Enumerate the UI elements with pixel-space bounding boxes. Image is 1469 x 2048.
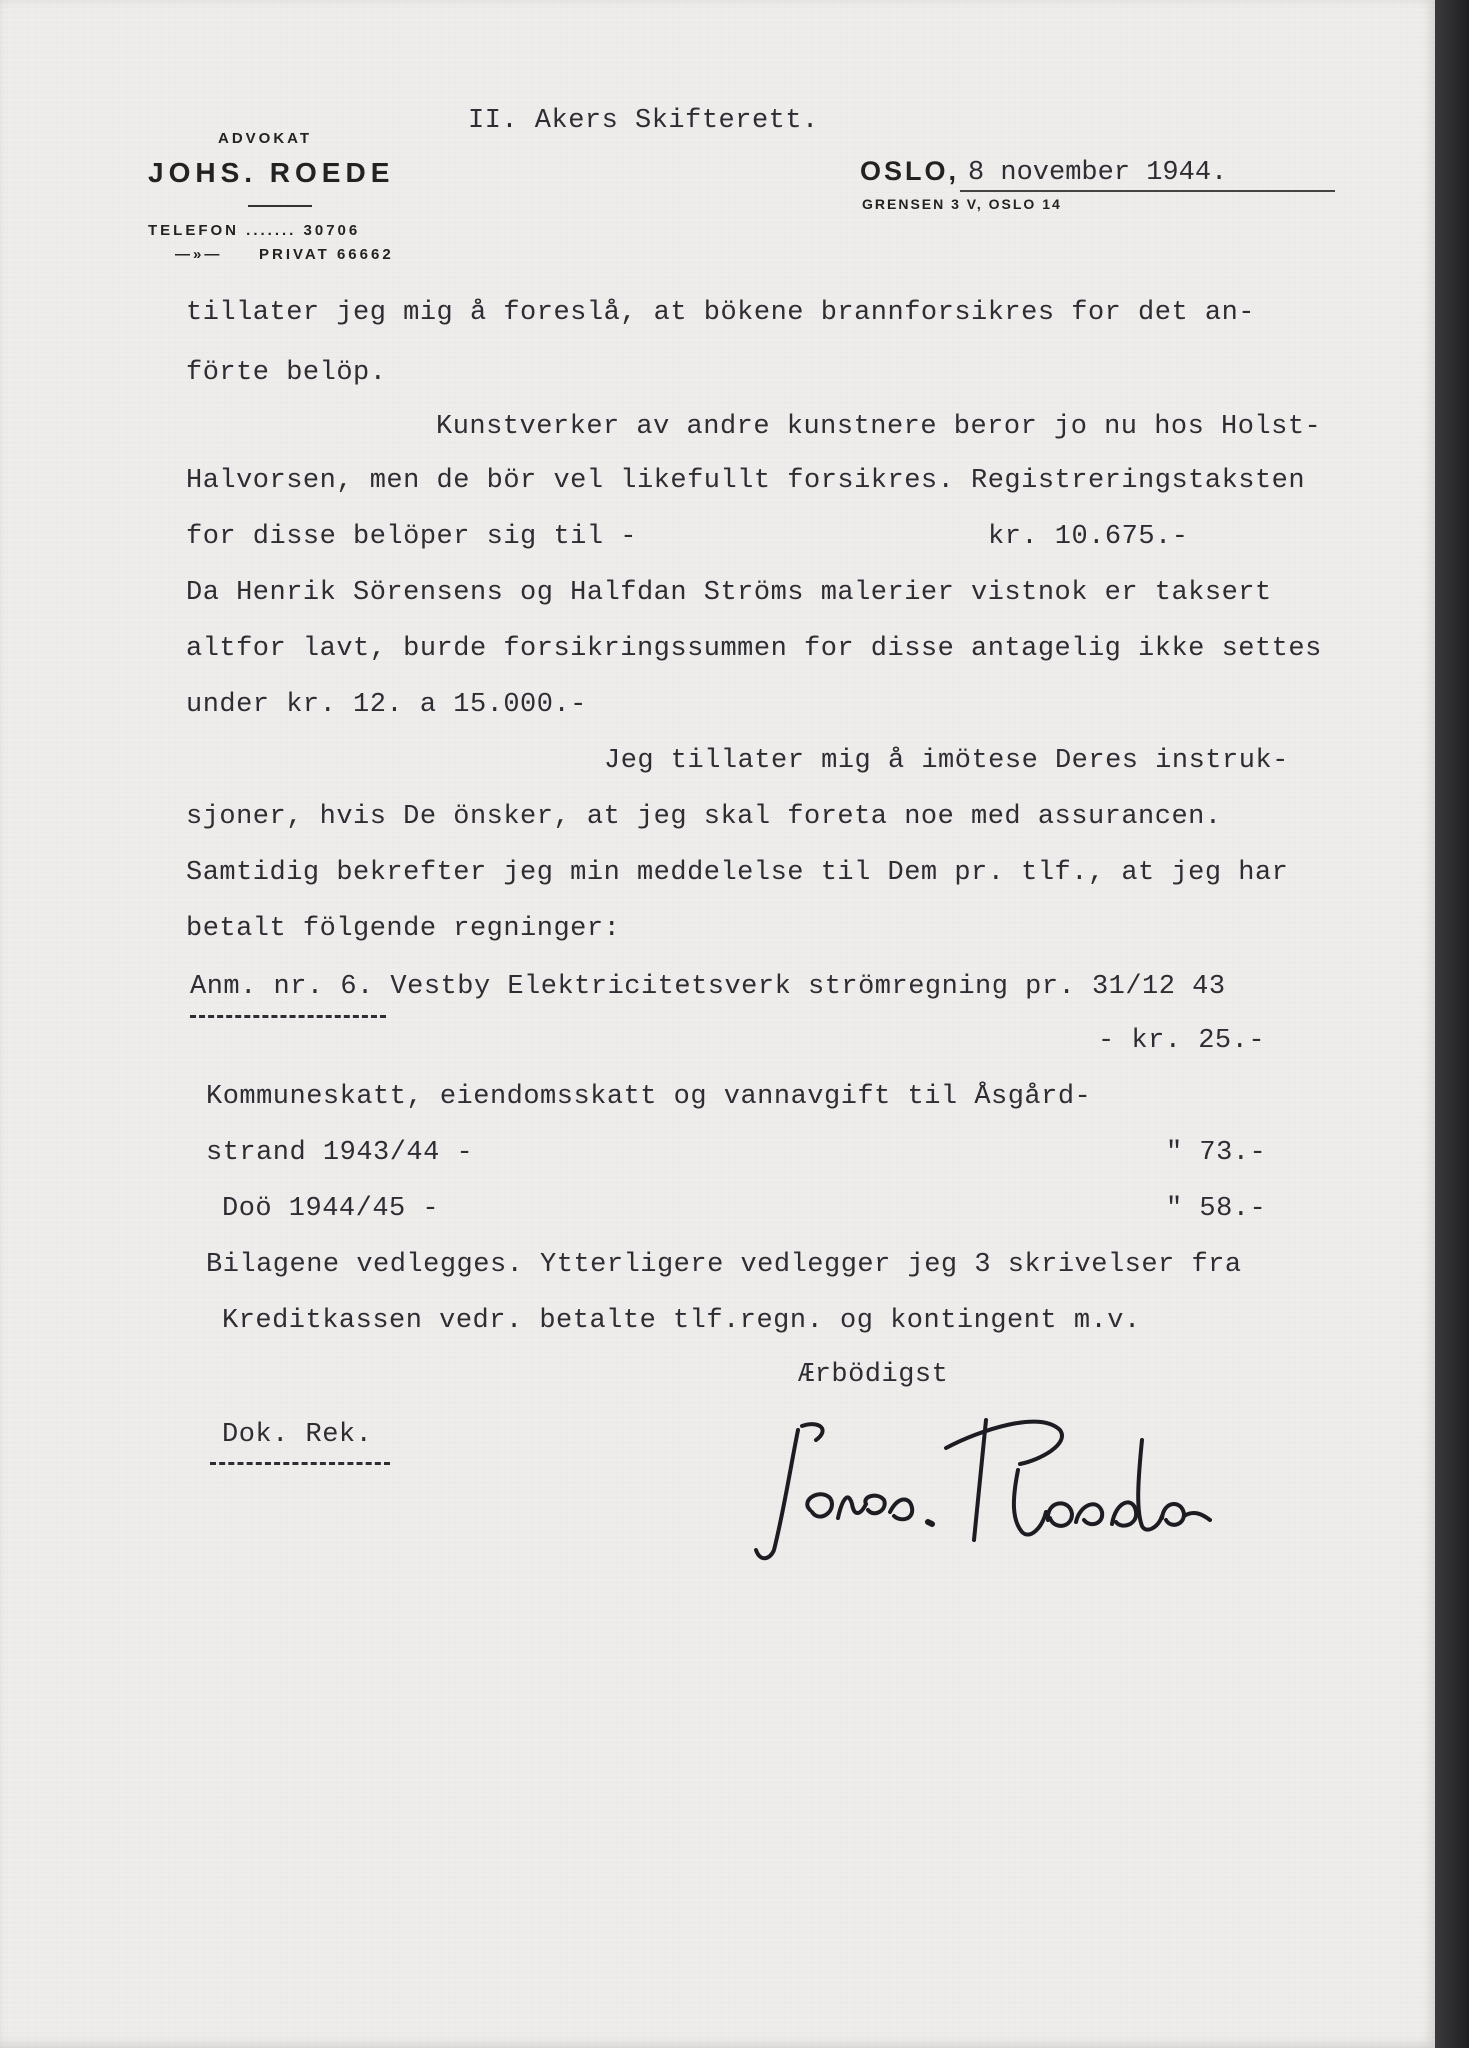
closing-line: Bilagene vedlegges. Ytterligere vedlegger jeg 3 skrivelser fra xyxy=(206,1250,1242,1280)
bill-anm-line: Anm. nr. 6. Vestby Elektricitetsverk strömregning pr. 31/12 43 xyxy=(190,972,1226,1002)
bill-doo-amount: " 58.- xyxy=(1166,1194,1267,1224)
letterhead-name: JOHS. ROEDE xyxy=(148,157,395,188)
body-line: sjoner, hvis De önsker, at jeg skal foreta noe med assurancen. xyxy=(186,802,1222,832)
body-line: Jeg tillater mig å imötese Deres instruk- xyxy=(604,746,1289,776)
body-line: betalt fölgende regninger: xyxy=(186,914,621,944)
body-line: Halvorsen, men de bör vel likefullt forsikres. Registreringstaksten xyxy=(186,466,1306,496)
letterhead-address: GRENSEN 3 V, OSLO 14 xyxy=(862,196,1062,212)
letterhead-rule xyxy=(248,205,312,207)
body-line: Da Henrik Sörensens og Halfdan Ströms malerier vistnok er taksert xyxy=(186,578,1272,608)
body-line: tillater jeg mig å foreslå, at bökene brannforsikres for det an- xyxy=(186,298,1255,328)
bill-kommune-amount: " 73.- xyxy=(1166,1138,1267,1168)
letterhead-phone: TELEFON ....... 30706 xyxy=(148,222,361,239)
insurance-amount: kr. 10.675.- xyxy=(988,522,1189,552)
binding-edge xyxy=(1435,0,1469,2048)
bill-doo-line: Doö 1944/45 - xyxy=(222,1194,440,1224)
letterhead-private: PRIVAT 66662 xyxy=(259,246,394,263)
bill-kommune-line: Kommuneskatt, eiendomsskatt og vannavgift til Åsgård- xyxy=(206,1082,1092,1112)
letterhead-title: ADVOKAT xyxy=(218,130,313,147)
date-rule xyxy=(960,190,1335,192)
body-line: under kr. 12. a 15.000.- xyxy=(186,690,587,720)
body-line: altfor lavt, burde forsikringssummen for disse antagelig ikke settes xyxy=(186,634,1322,664)
bill-anm-amount: - kr. 25.- xyxy=(1098,1026,1266,1056)
body-line: Samtidig bekrefter jeg min meddelelse til Dem pr. tlf., at jeg har xyxy=(186,858,1289,888)
signature xyxy=(750,1400,1290,1580)
body-line: Kunstverker av andre kunstnere beror jo nu hos Holst- xyxy=(436,412,1322,442)
doc-ref: Dok. Rek. xyxy=(222,1420,373,1450)
recipient-line: II. Akers Skifterett. xyxy=(468,106,819,136)
letterhead-private-prefix: —»— xyxy=(175,246,223,263)
letter-date: 8 november 1944. xyxy=(968,158,1228,188)
bill-kommune-line: strand 1943/44 - xyxy=(206,1138,474,1168)
underline-dashes xyxy=(190,1015,386,1018)
body-line: for disse belöper sig til - xyxy=(186,522,637,552)
greeting: Ærbödigst xyxy=(798,1360,949,1390)
letterhead-city: OSLO, xyxy=(860,156,960,186)
doc-ref-underline xyxy=(210,1462,390,1465)
closing-line: Kreditkassen vedr. betalte tlf.regn. og kontingent m.v. xyxy=(222,1306,1141,1336)
body-line: förte belöp. xyxy=(186,358,387,388)
